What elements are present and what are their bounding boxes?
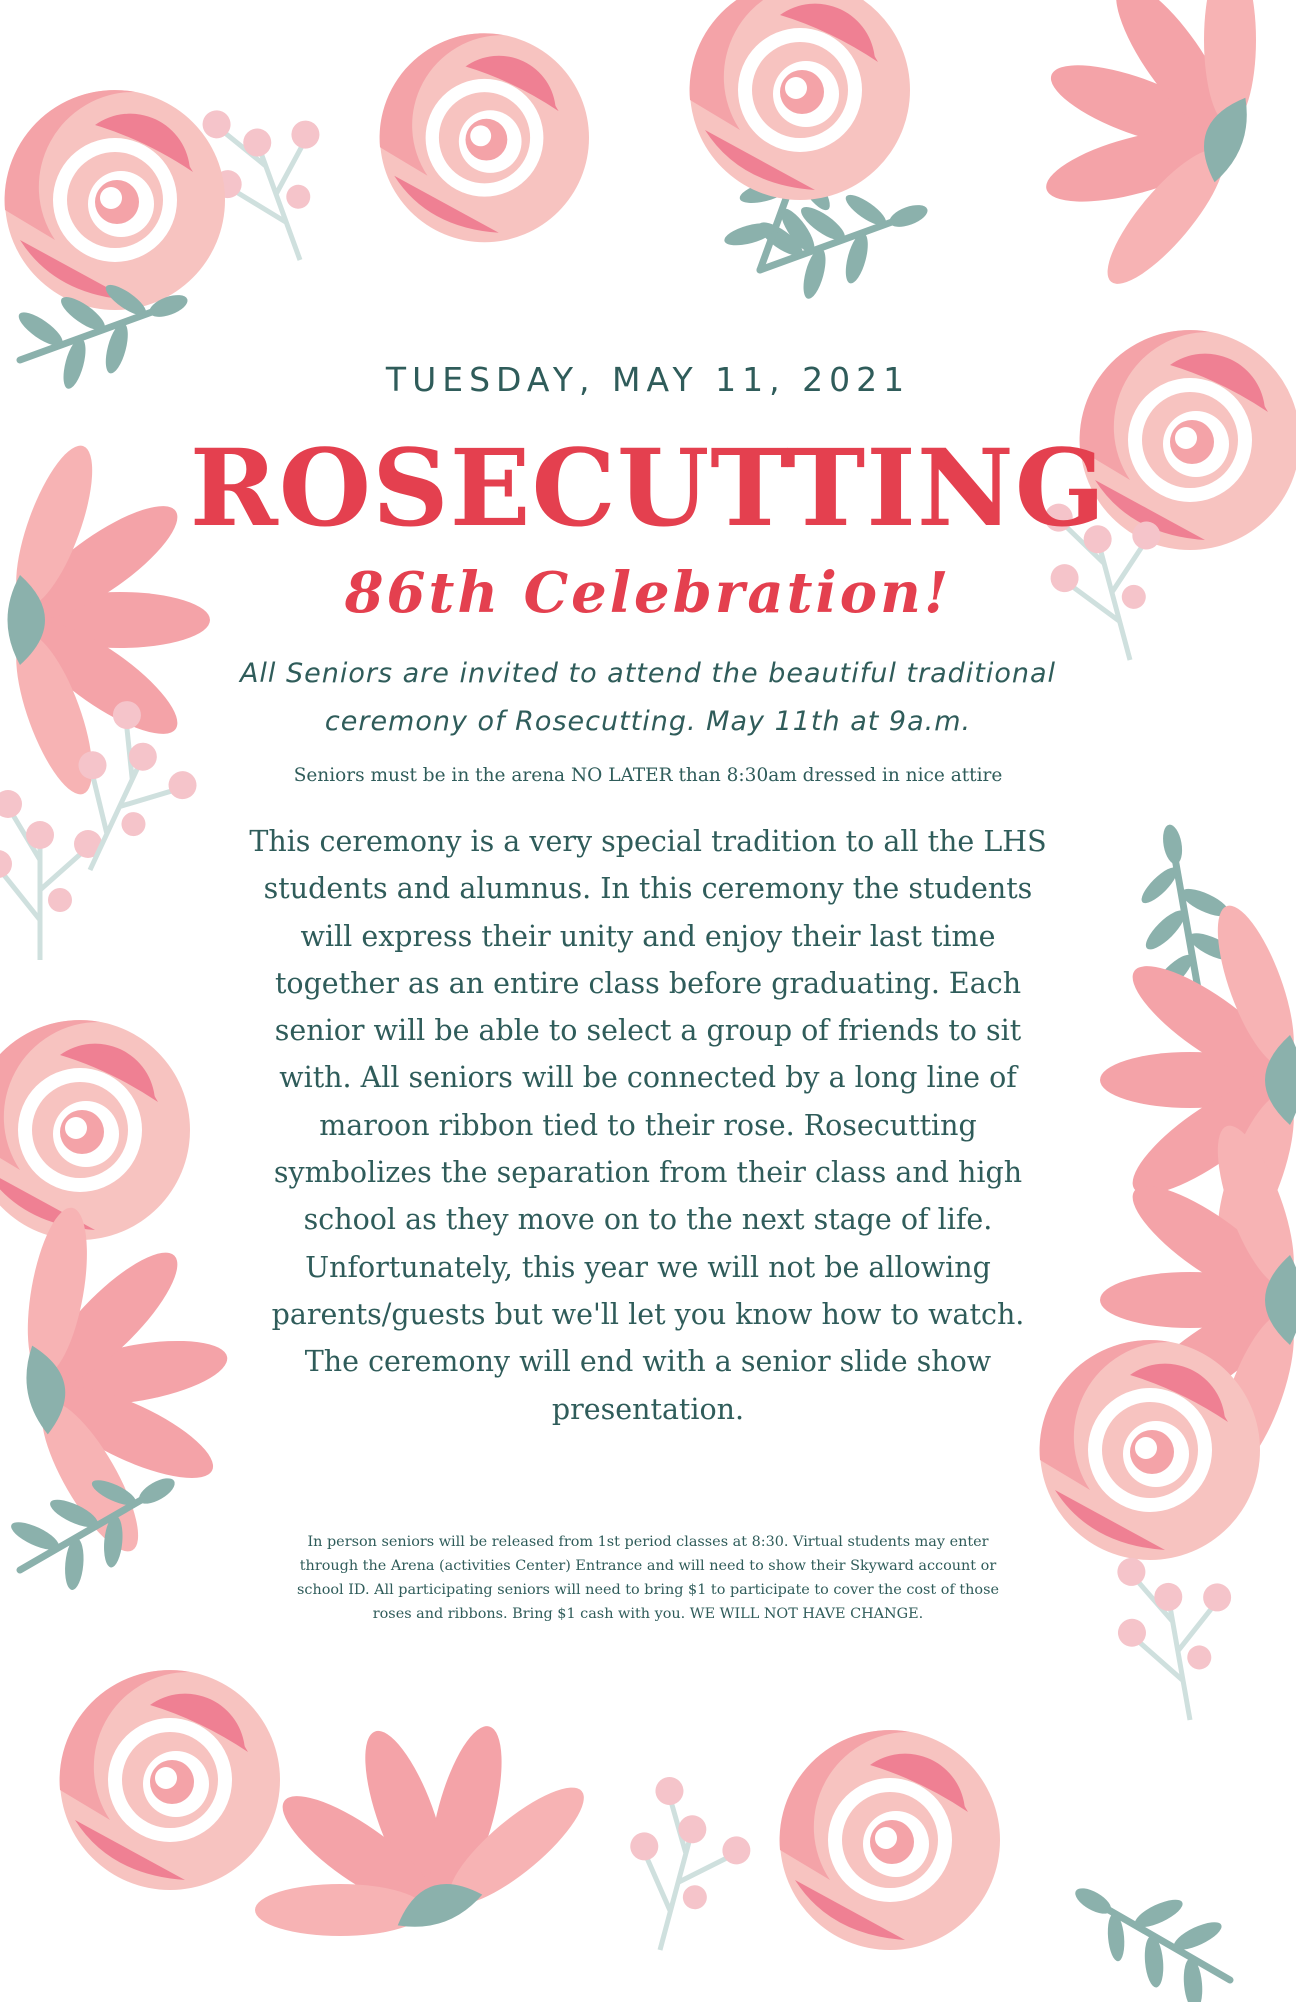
event-date: TUESDAY, MAY 11, 2021 (385, 360, 911, 399)
description-paragraph: This ceremony is a very special tradition to all the LHS students and alumnus. In this ceremony the students will express their unity and enjoy their last time together as an entire class before graduating. Each senior will be able to select a group of friends to sit with. All seniors will be connected by a long line of maroon ribbon tied to their rose. Rosecutting symbolizes the separation from their class and high school as they move on to the next stage of life. Unfortunately, this year we will not be allowing parents/guests but we'll let you know how to watch. The ceremony will end with a senior slide show presentation. (249, 825, 1047, 1426)
celebration-subtitle: 86th Celebration! (344, 560, 952, 626)
fine-print: In person seniors will be released from 1st period classes at 8:30. Virtual students may enter through the Arena (activities Center) Entrance and will need to show their Skyward account or school ID. All participating seniors will need to bring $1 to participate to cover the cost of those roses and ribbons. Bring $1 cash with you. WE WILL NOT HAVE CHANGE. (297, 1534, 999, 1622)
page-title: ROSECUTTING (189, 425, 1107, 550)
arrival-note: Seniors must be in the arena NO LATER than 8:30am dressed in nice attire (293, 765, 1003, 786)
invitation-text: All Seniors are invited to attend the beautiful traditional ceremony of Rosecutting. May 11th at 9a.m. (239, 658, 1057, 737)
